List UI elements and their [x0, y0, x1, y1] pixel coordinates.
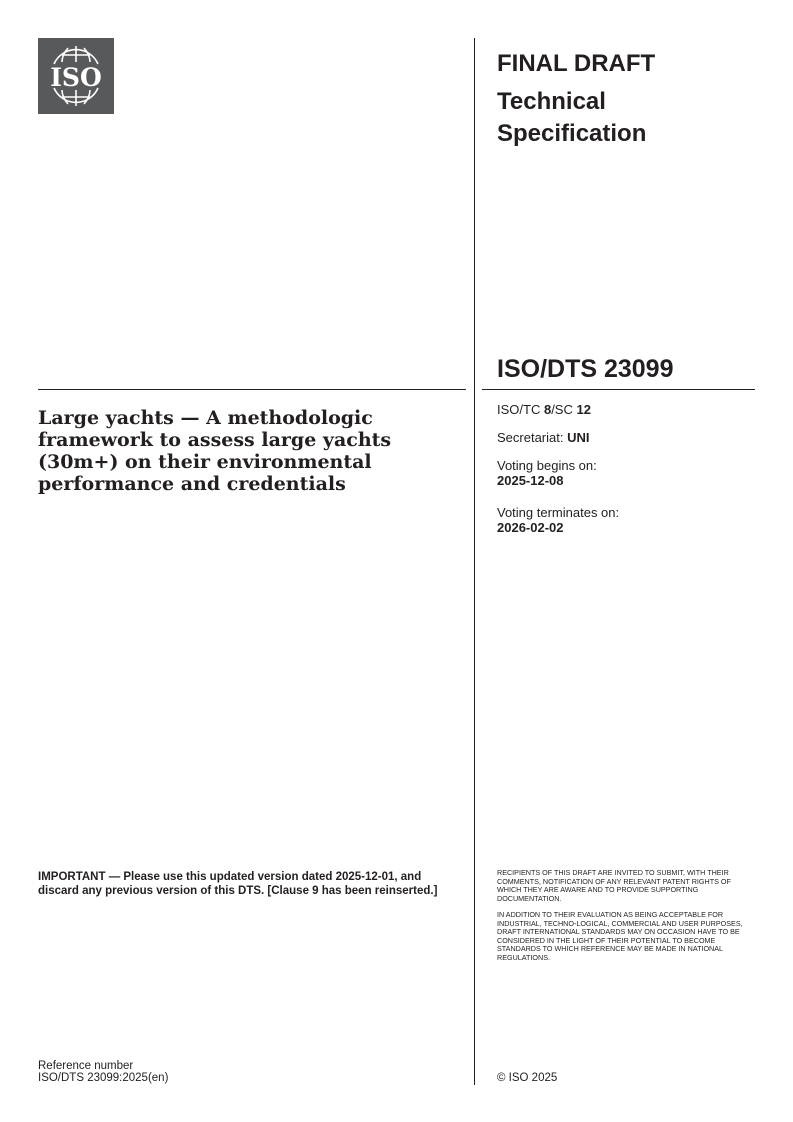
- secretariat-value: UNI: [567, 430, 590, 445]
- horizontal-rule-left: [38, 389, 466, 390]
- disclaimer-patent: RECIPIENTS OF THIS DRAFT ARE INVITED TO SUBMIT, WITH THEIR COMMENTS, NOTIFICATION OF ANY RELEVANT PATENT RIGHTS OF WHICH THEY ARE AWARE AND TO PROVIDE SUPPORTING DOCUMENTATION.: [497, 868, 731, 903]
- iso-logo: [38, 38, 114, 114]
- important-notice: IMPORTANT — Please use this updated version dated 2025-12-01, and discard any previous version of this DTS. [Clause 9 has been reinserted.]: [38, 871, 438, 897]
- copyright: © ISO 2025: [497, 1072, 558, 1084]
- reference-value: ISO/DTS 23099:2025(en): [38, 1072, 169, 1084]
- sc-number: 12: [576, 402, 591, 417]
- tc-prefix: ISO/TC: [497, 402, 544, 417]
- voting-begins-label: Voting begins on:: [497, 458, 597, 473]
- voting-terminates-date: 2026-02-02: [497, 520, 564, 535]
- committee: [497, 402, 591, 417]
- reference-number: [38, 1060, 168, 1084]
- voting-terminates: [497, 505, 619, 535]
- draft-status: FINAL DRAFT: [497, 50, 656, 77]
- document-title: Large yachts — A methodologic framework to assess large yachts (30m+) on their environmental performance and credentials: [38, 407, 392, 495]
- reference-label: Reference number: [38, 1060, 134, 1072]
- tc-number: 8: [543, 402, 552, 417]
- svg-text:ISO: ISO: [50, 63, 102, 92]
- voting-begins-date: 2025-12-08: [497, 473, 564, 488]
- horizontal-rule-right: [482, 389, 755, 390]
- disclaimer-regulations: IN ADDITION TO THEIR EVALUATION AS BEING ACCEPTABLE FOR INDUSTRIAL, TECHNO-LOGICAL, COMMERCIAL AND USER PURPOSES, DRAFT INTERNATIONAL STANDARDS MAY ON OCCASION HAVE TO BE CONSIDERED IN THE LIGHT OF THEIR POTENTIAL TO BECOME STANDARDS TO WHICH REFERENCE MAY BE MADE IN NATIONAL REGULATIONS.: [497, 910, 743, 962]
- doc-type-line2: Specification: [497, 120, 647, 147]
- voting-begins: [497, 458, 597, 488]
- doc-number: ISO/DTS 23099: [497, 355, 674, 383]
- secretariat: [497, 430, 589, 445]
- vertical-divider: [474, 38, 475, 1085]
- secretariat-label: Secretariat:: [497, 430, 568, 445]
- doc-type-line1: Technical: [497, 88, 606, 115]
- voting-terminates-label: Voting terminates on:: [497, 505, 620, 520]
- sc-prefix: /SC: [551, 402, 577, 417]
